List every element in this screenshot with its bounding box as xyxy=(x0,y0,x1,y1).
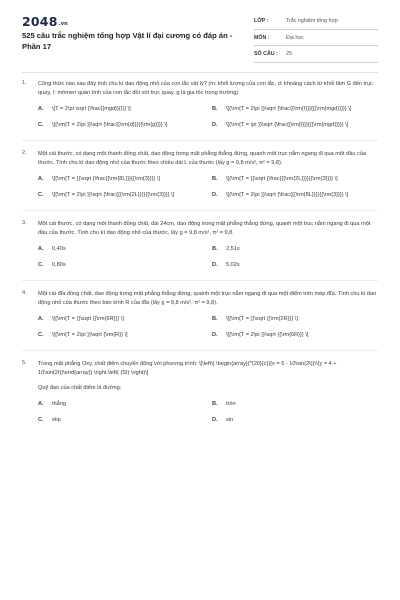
question-options xyxy=(38,315,378,340)
document-title: 525 câu trắc nghiệm tổng hợp Vật lí đại cương có đáp án - Phần 17 xyxy=(22,31,233,51)
site-logo[interactable]: 2048.vn xyxy=(22,14,68,29)
meta-subject-value: Đại học xyxy=(286,34,304,41)
question-divider xyxy=(22,280,378,281)
option-letter: D. xyxy=(212,262,218,268)
option-letter: B. xyxy=(212,401,218,407)
option-d[interactable] xyxy=(212,191,378,200)
option-c[interactable] xyxy=(38,121,212,130)
question-4 xyxy=(22,290,378,340)
question-number: 5. xyxy=(22,360,27,366)
option-letter: A. xyxy=(38,401,44,407)
option-a[interactable] xyxy=(38,400,212,409)
option-b[interactable] xyxy=(212,245,378,254)
question-options xyxy=(38,175,378,200)
option-text: \[{\rm{T = 2\pi }}\sqrt {{\rm{6R}}} \] xyxy=(226,332,309,338)
option-c[interactable] xyxy=(38,261,212,270)
option-text: \[{\rm{T = 2\pi }}\sqrt {\frac{{\rm{d}}}{{\rm{g}}}} \] xyxy=(52,122,168,128)
option-text: thẳng xyxy=(52,401,66,407)
option-text: \[{\rm{T = 2\pi }}\sqrt {\frac{{\rm{I}}}{{{\rm{mgd}}}}} \] xyxy=(226,106,352,112)
question-5 xyxy=(22,360,378,425)
option-c[interactable] xyxy=(38,416,212,425)
option-letter: C. xyxy=(38,332,44,338)
option-text: \[{\rm{T = \pi }}\sqrt {\frac{{\rm{I}}}{{{\rm{mgd}}}}} \] xyxy=(226,122,349,128)
question-divider xyxy=(22,210,378,211)
option-b[interactable] xyxy=(212,315,378,324)
question-list xyxy=(22,80,378,435)
option-letter: B. xyxy=(212,246,218,252)
question-text: Một cái thước, có dạng một thanh đồng chất, dài 24cm, dao động trong mặt phẳng thẳng đứng, quanh một trục nằm ngang đi qua một đầu của thước. Tính chu kì dao động nhỏ của thước, lấy g = 9,8 m/s², π² = 9,8. xyxy=(38,221,371,236)
option-text: sin xyxy=(226,417,234,423)
option-d[interactable] xyxy=(212,121,378,130)
option-b[interactable] xyxy=(212,400,378,409)
option-letter: D. xyxy=(212,332,218,338)
option-b[interactable] xyxy=(212,175,378,184)
option-letter: B. xyxy=(212,106,218,112)
question-text: Công thức nào sau đây tính chu kì dao động nhỏ của con lắc vật lý? (m: khối lượng của con lắc, d: khoảng cách từ khối tâm G đến trục quay, I: mômen quán tính của con lắc đối với trục quay, g là gia tốc trọng trường). xyxy=(38,81,373,96)
meta-class-label: LỚP : xyxy=(254,18,269,24)
option-letter: C. xyxy=(38,262,44,268)
meta-count-value: 25 xyxy=(286,51,292,57)
option-text: 5,02s xyxy=(226,262,240,268)
option-letter: B. xyxy=(212,316,218,322)
option-d[interactable] xyxy=(212,331,378,340)
meta-subject-label: MÔN : xyxy=(254,34,270,41)
meta-class-value: Trắc nghiệm tổng hợp xyxy=(286,18,338,24)
question-text: Trong mặt phẳng Oxy, chất điểm chuyển động với phương trình: \[\left\{ \begin{array}{*{20}{c}}{x = 5 - 10\sin(2t)}\\{y = 4 + 10\sin(2t)}\end{array}} \right.\left( {SI} \right)\] xyxy=(38,361,337,376)
option-text: 2,51s xyxy=(226,246,240,252)
question-options xyxy=(38,400,378,425)
option-text: \[{\rm{T = }}\sqrt {\frac{{\rm{8L}}}{{\rm{3}}}} \] xyxy=(52,176,160,182)
meta-count-row xyxy=(254,47,378,63)
meta-class-row xyxy=(254,14,378,30)
question-text: Một cái thước, có dạng một thanh đồng chất, dao động trong mặt phẳng thẳng đứng, quanh một trục nằm ngang đi qua một đầu của thước. Tính chu kì dao động nhỏ của thước theo chiều dài L của thước (lấy g = 9,8 m/s², π² = 9,8). xyxy=(38,151,367,166)
question-divider xyxy=(22,140,378,141)
question-number: 2. xyxy=(22,150,27,156)
option-text: elip xyxy=(52,417,61,423)
option-letter: A. xyxy=(38,106,44,112)
question-options xyxy=(38,245,378,270)
option-letter: D. xyxy=(212,192,218,198)
option-letter: D. xyxy=(212,417,218,423)
option-letter: A. xyxy=(38,246,44,252)
option-c[interactable] xyxy=(38,191,212,200)
question-number: 4. xyxy=(22,290,27,296)
option-a[interactable] xyxy=(38,245,212,254)
question-number: 3. xyxy=(22,220,27,226)
logo-suffix: .vn xyxy=(58,21,68,27)
option-d[interactable] xyxy=(212,261,378,270)
header-divider xyxy=(22,72,378,73)
option-text: \[{\rm{T = }}\sqrt {\frac{{{\rm{2L}}}}{{\rm{3}}}} \] xyxy=(226,176,338,182)
option-text: 0,40s xyxy=(52,246,66,252)
option-letter: B. xyxy=(212,176,218,182)
question-text: Một cái đĩa đồng chất, dao động trong mặt phẳng thẳng đứng, quanh một trục nằm ngang đi qua một điểm trên mép đĩa. Tính chu kì dao động nhỏ của thước theo bán kính R của đĩa (lấy g = 9,8 m/s², π² = 9,8). xyxy=(38,291,377,306)
option-text: tròn xyxy=(226,401,236,407)
option-text: \[{\rm{T = }}\sqrt {{\rm{2R}}} \] xyxy=(226,316,298,322)
option-b[interactable] xyxy=(212,105,378,114)
option-text: \[{\rm{T = 2\pi }}\sqrt {\frac{{{\rm{8L}}}}{{\rm{3}}}} \] xyxy=(226,192,349,198)
option-a[interactable] xyxy=(38,315,212,324)
question-options xyxy=(38,105,378,130)
option-letter: D. xyxy=(212,122,218,128)
option-letter: C. xyxy=(38,417,44,423)
meta-count-label: SỐ CÂU : xyxy=(254,51,278,57)
document-header xyxy=(0,0,400,66)
question-divider xyxy=(22,350,378,351)
question-subtext: Quỹ đạo của chất điểm là đường: xyxy=(38,385,122,391)
option-letter: A. xyxy=(38,176,44,182)
option-d[interactable] xyxy=(212,416,378,425)
option-c[interactable] xyxy=(38,331,212,340)
option-text: 0,80s xyxy=(52,262,66,268)
question-3 xyxy=(22,220,378,270)
option-a[interactable] xyxy=(38,105,212,114)
question-2 xyxy=(22,150,378,200)
meta-subject-row xyxy=(254,31,378,47)
document-meta xyxy=(254,14,378,63)
question-1 xyxy=(22,80,378,130)
option-letter: C. xyxy=(38,192,44,198)
option-letter: A. xyxy=(38,316,44,322)
option-text: \[T = 2\pi \sqrt {\frac{{mgd}}{I}} \] xyxy=(52,106,131,112)
option-a[interactable] xyxy=(38,175,212,184)
option-text: \[{\rm{T = 2\pi }}\sqrt {\frac{{{\rm{2L}}}}{{\rm{3}}}} \] xyxy=(52,192,175,198)
question-number: 1. xyxy=(22,80,27,86)
option-text: \[{\rm{T = }}\sqrt {{\rm{6R}}} \] xyxy=(52,316,124,322)
option-letter: C. xyxy=(38,122,44,128)
option-text: \[{\rm{T = 2\pi }}\sqrt {\rm{R}} \] xyxy=(52,332,128,338)
